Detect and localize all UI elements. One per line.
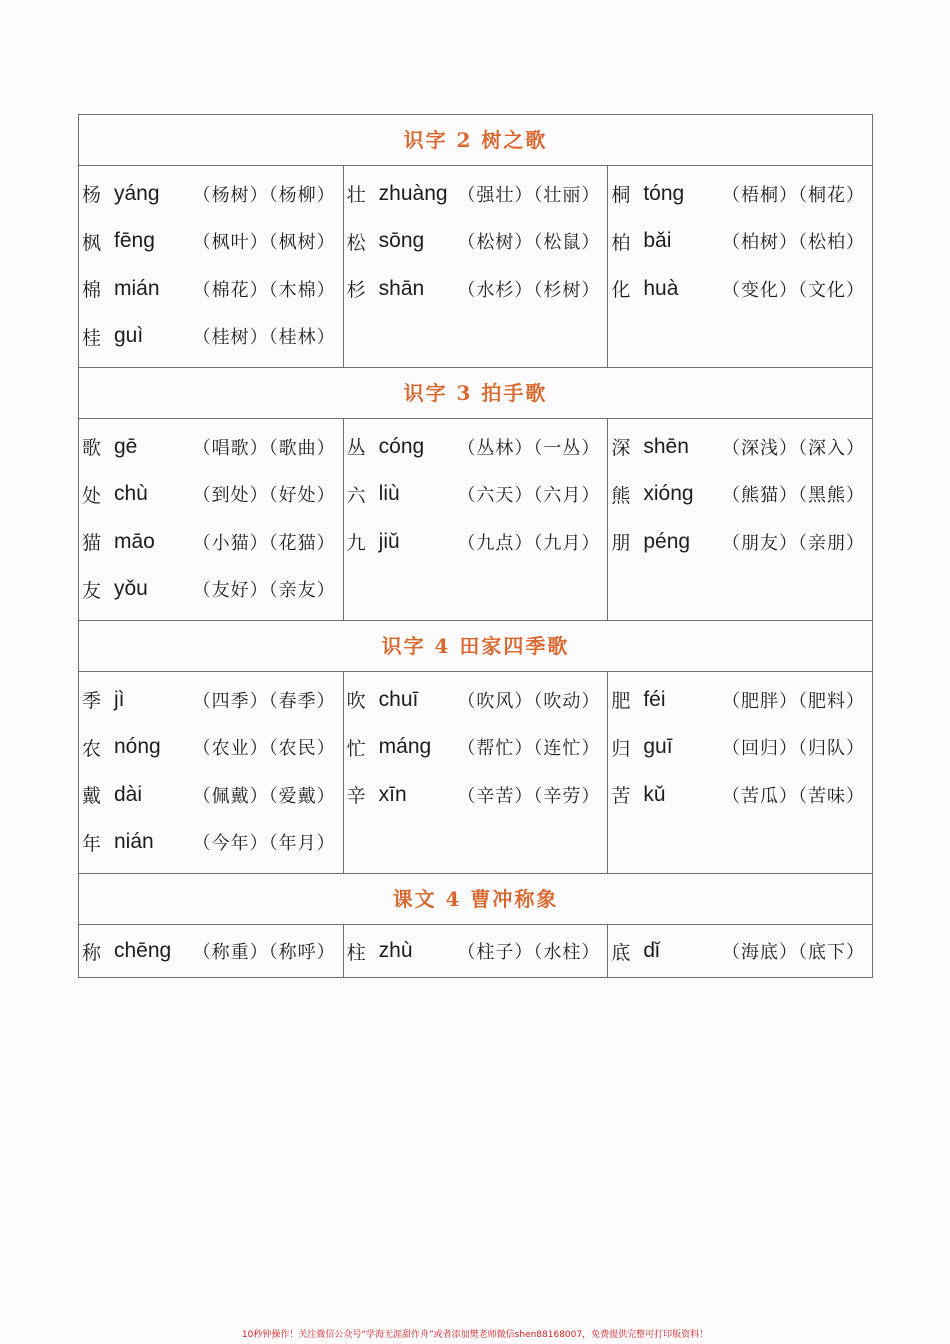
pinyin: dài — [114, 782, 143, 806]
example-words: （称重）（称呼） — [192, 942, 336, 963]
char-row — [347, 170, 605, 218]
hanzi: 猫 — [82, 532, 102, 555]
hanzi: 戴 — [82, 785, 102, 808]
hanzi: 农 — [82, 737, 102, 760]
char-row — [611, 676, 869, 724]
example-words: （梧桐）（桐花） — [722, 184, 866, 206]
example-words: （杨树）（杨柳） — [192, 184, 336, 206]
char-row — [82, 566, 340, 614]
column-2 — [343, 925, 608, 977]
hanzi: 辛 — [346, 785, 366, 808]
example-words: （辛苦）（辛劳） — [457, 785, 601, 807]
example-words: （水杉）（杉树） — [457, 279, 601, 301]
pinyin: sōng — [378, 229, 425, 253]
hanzi: 化 — [611, 279, 631, 302]
hanzi: 九 — [346, 532, 366, 555]
pinyin: māo — [114, 529, 155, 553]
section-title: 识字 4 田家四季歌 — [79, 621, 872, 672]
pinyin: máng — [378, 735, 432, 759]
pinyin: zhuàng — [378, 181, 448, 205]
pinyin: féi — [643, 687, 666, 711]
char-row — [611, 771, 869, 819]
example-words: （变化）（文化） — [722, 279, 866, 301]
section-shi-zi-3 — [79, 368, 872, 621]
pinyin: cóng — [378, 434, 425, 458]
pinyin: péng — [643, 529, 691, 553]
char-row — [347, 218, 605, 266]
pinyin: shēn — [643, 434, 689, 458]
example-words: （丛林）（一丛） — [457, 437, 601, 459]
example-words: （吹风）（吹动） — [457, 690, 601, 712]
example-words: （桂树）（桂林） — [192, 327, 336, 349]
footer-notice: 10秒钟操作！关注微信公众号“学海无涯甜作舟”或者添加樊老师微信shen88168007，免费提供完整可打印版资料！ — [241, 1330, 709, 1340]
hanzi: 枫 — [82, 231, 102, 254]
section-title: 识字 3 拍手歌 — [79, 368, 872, 419]
example-words: （六天）（六月） — [457, 485, 601, 507]
pinyin: zhù — [378, 939, 413, 962]
char-row — [347, 724, 605, 772]
example-words: （佩戴）（爱戴） — [192, 785, 336, 807]
char-row — [611, 423, 869, 471]
column-1 — [79, 419, 343, 620]
section-body — [79, 925, 872, 977]
char-row — [611, 518, 869, 566]
column-3 — [607, 166, 872, 367]
hanzi: 桐 — [611, 184, 631, 207]
column-1 — [79, 925, 343, 977]
section-title: 识字 2 树之歌 — [79, 115, 872, 166]
section-shi-zi-2 — [79, 115, 872, 368]
char-row — [82, 819, 340, 867]
column-1 — [79, 672, 343, 873]
example-words: （深浅）（深入） — [722, 437, 866, 459]
hanzi: 友 — [82, 579, 102, 602]
hanzi: 季 — [82, 690, 102, 713]
hanzi: 丛 — [346, 437, 366, 460]
pinyin: fēng — [114, 229, 155, 253]
pinyin: shān — [378, 276, 425, 300]
char-row — [82, 771, 340, 819]
column-2 — [343, 166, 608, 367]
hanzi: 苦 — [611, 785, 631, 808]
section-ke-wen-4 — [79, 874, 872, 977]
char-row — [82, 423, 340, 471]
hanzi: 称 — [82, 941, 102, 964]
hanzi: 壮 — [346, 184, 366, 207]
char-row — [347, 518, 605, 566]
char-row — [82, 676, 340, 724]
char-row — [347, 471, 605, 519]
example-words: （回归）（归队） — [722, 738, 866, 760]
hanzi: 柏 — [611, 231, 631, 254]
pinyin: gē — [114, 434, 138, 458]
example-words: （柱子）（水柱） — [457, 942, 601, 963]
hanzi: 深 — [611, 437, 631, 460]
example-words: （四季）（春季） — [192, 690, 336, 712]
example-words: （海底）（底下） — [722, 942, 866, 963]
section-body — [79, 419, 872, 621]
example-words: （帮忙）（连忙） — [457, 738, 601, 760]
char-row — [611, 724, 869, 772]
example-words: （今年）（年月） — [192, 833, 336, 855]
hanzi: 柱 — [346, 941, 366, 964]
char-row — [611, 218, 869, 266]
pinyin: yǒu — [114, 577, 148, 601]
char-row — [611, 925, 869, 977]
hanzi: 歌 — [82, 437, 102, 460]
pinyin: chù — [114, 482, 148, 506]
example-words: （松树）（松鼠） — [457, 232, 601, 254]
pinyin: nián — [114, 830, 154, 854]
char-row — [347, 676, 605, 724]
example-words: （朋友）（亲朋） — [722, 532, 866, 554]
column-1 — [79, 166, 343, 367]
example-words: （农业）（农民） — [192, 738, 336, 760]
example-words: （友好）（亲友） — [192, 580, 336, 602]
example-words: （棉花）（木棉） — [192, 279, 336, 301]
char-row — [347, 771, 605, 819]
example-words: （到处）（好处） — [192, 485, 336, 507]
hanzi: 处 — [82, 484, 102, 507]
column-3 — [607, 419, 872, 620]
char-row — [82, 218, 340, 266]
column-3 — [607, 925, 872, 977]
pinyin: chēng — [114, 939, 172, 962]
section-body — [79, 672, 872, 874]
char-row — [82, 925, 340, 977]
pinyin: xióng — [643, 482, 694, 506]
pinyin: chuī — [378, 687, 419, 711]
section-title: 课文 4 曹冲称象 — [79, 874, 872, 925]
char-row — [82, 170, 340, 218]
pinyin: yáng — [114, 181, 160, 205]
pinyin: guī — [643, 735, 673, 759]
column-2 — [343, 419, 608, 620]
example-words: （熊猫）（黑熊） — [722, 485, 866, 507]
pinyin: huà — [643, 276, 679, 300]
char-row — [347, 265, 605, 313]
pinyin: kǔ — [643, 782, 666, 806]
hanzi: 六 — [346, 484, 366, 507]
example-words: （枫叶）（枫树） — [192, 232, 336, 254]
hanzi: 杉 — [346, 279, 366, 302]
example-words: （小猫）（花猫） — [192, 532, 336, 554]
hanzi: 肥 — [611, 690, 631, 713]
char-row — [82, 471, 340, 519]
hanzi: 朋 — [611, 532, 631, 555]
pinyin: bǎi — [643, 229, 672, 253]
char-row — [347, 423, 605, 471]
hanzi: 松 — [346, 231, 366, 254]
pinyin: guì — [114, 324, 144, 348]
example-words: （唱歌）（歌曲） — [192, 437, 336, 459]
char-row — [611, 170, 869, 218]
hanzi: 底 — [611, 941, 631, 964]
section-body — [79, 166, 872, 368]
hanzi: 年 — [82, 832, 102, 855]
hanzi: 吹 — [346, 690, 366, 713]
pinyin: jiǔ — [378, 529, 400, 553]
hanzi: 归 — [611, 737, 631, 760]
char-row — [82, 518, 340, 566]
example-words: （九点）（九月） — [457, 532, 601, 554]
vocabulary-table — [78, 114, 873, 978]
column-2 — [343, 672, 608, 873]
example-words: （柏树）（松柏） — [722, 232, 866, 254]
pinyin: nóng — [114, 735, 161, 759]
pinyin: jì — [114, 687, 125, 711]
example-words: （强壮）（壮丽） — [457, 184, 601, 206]
hanzi: 棉 — [82, 279, 102, 302]
pinyin: xīn — [378, 782, 407, 806]
pinyin: mián — [114, 276, 160, 300]
char-row — [611, 265, 869, 313]
hanzi: 杨 — [82, 184, 102, 207]
example-words: （苦瓜）（苦味） — [722, 785, 866, 807]
pinyin: liù — [378, 482, 400, 506]
char-row — [611, 471, 869, 519]
pinyin: dǐ — [643, 939, 660, 962]
example-words: （肥胖）（肥料） — [722, 690, 866, 712]
hanzi: 桂 — [82, 326, 102, 349]
pinyin: tóng — [643, 181, 685, 205]
char-row — [82, 265, 340, 313]
column-3 — [607, 672, 872, 873]
char-row — [347, 925, 605, 977]
hanzi: 忙 — [346, 737, 366, 760]
section-shi-zi-4 — [79, 621, 872, 874]
char-row — [82, 724, 340, 772]
hanzi: 熊 — [611, 484, 631, 507]
char-row — [82, 313, 340, 361]
